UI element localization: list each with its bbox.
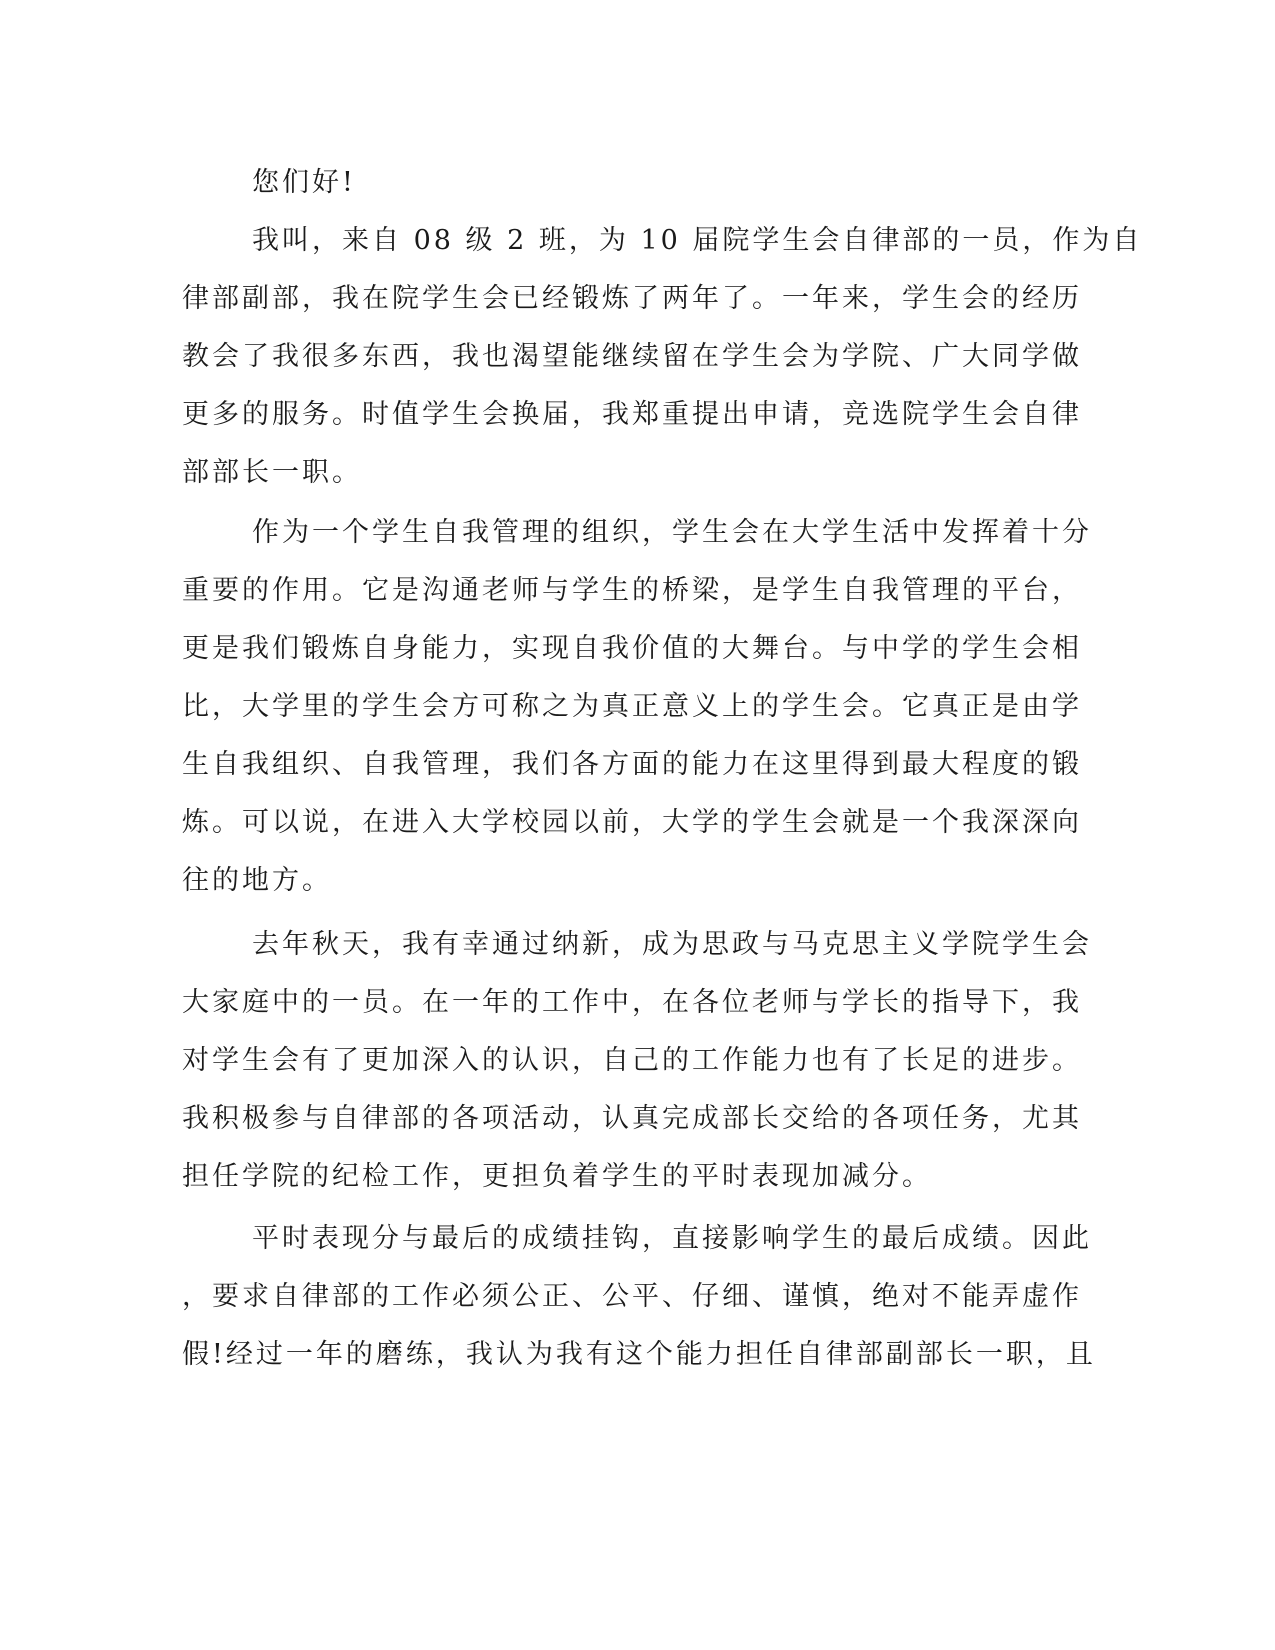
paragraph-3-line-3: 对学生会有了更加深入的认识，自己的工作能力也有了长足的进步。 [182,1045,1082,1076]
paragraph-4-line-1: 平时表现分与最后的成绩挂钩，直接影响学生的最后成绩。因此 [252,1223,1092,1254]
paragraph-1-line-5: 部部长一职。 [182,457,362,488]
paragraph-1-line-3: 教会了我很多东西，我也渴望能继续留在学生会为学院、广大同学做 [182,341,1082,372]
paragraph-4-line-3: 假!经过一年的磨练，我认为我有这个能力担任自律部副部长一职，且 [182,1339,1096,1370]
paragraph-1-line-4: 更多的服务。时值学生会换届，我郑重提出申请，竞选院学生会自律 [182,399,1082,430]
greeting-line: 您们好! [252,167,356,198]
paragraph-2-line-5: 生自我组织、自我管理，我们各方面的能力在这里得到最大程度的锻 [182,749,1082,780]
paragraph-1-line-1: 我叫，来自 08 级 2 班，为 10 届院学生会自律部的一员，作为自 [252,225,1143,256]
paragraph-2-line-7: 往的地方。 [182,865,332,896]
paragraph-2-line-1: 作为一个学生自我管理的组织，学生会在大学生活中发挥着十分 [252,517,1092,548]
paragraph-2-line-6: 炼。可以说，在进入大学校园以前，大学的学生会就是一个我深深向 [182,807,1082,838]
paragraph-2-line-4: 比，大学里的学生会方可称之为真正意义上的学生会。它真正是由学 [182,691,1082,722]
paragraph-4-line-2: ，要求自律部的工作必须公正、公平、仔细、谨慎，绝对不能弄虚作 [182,1281,1082,1312]
paragraph-3-line-5: 担任学院的纪检工作，更担负着学生的平时表现加减分。 [182,1161,932,1192]
paragraph-2-line-2: 重要的作用。它是沟通老师与学生的桥梁，是学生自我管理的平台， [182,575,1082,606]
paragraph-3-line-4: 我积极参与自律部的各项活动，认真完成部长交给的各项任务，尤其 [182,1103,1082,1134]
paragraph-2-line-3: 更是我们锻炼自身能力，实现自我价值的大舞台。与中学的学生会相 [182,633,1082,664]
paragraph-1-line-2: 律部副部，我在院学生会已经锻炼了两年了。一年来，学生会的经历 [182,283,1082,314]
paragraph-3-line-2: 大家庭中的一员。在一年的工作中，在各位老师与学长的指导下，我 [182,987,1082,1018]
paragraph-3-line-1: 去年秋天，我有幸通过纳新，成为思政与马克思主义学院学生会 [252,929,1092,960]
